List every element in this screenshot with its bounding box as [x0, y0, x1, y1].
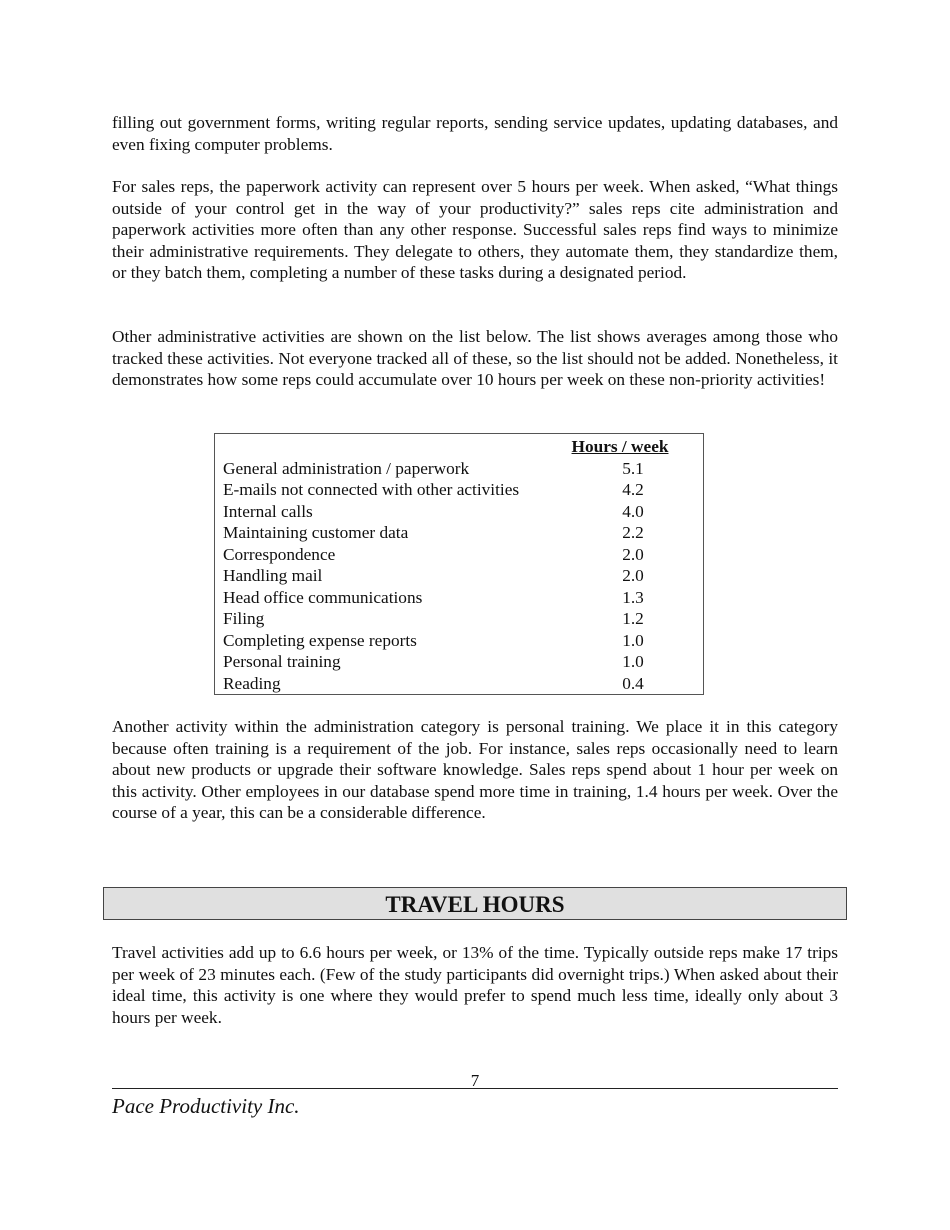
row-value: 0.4 [622, 673, 644, 693]
row-label: Personal training [223, 652, 341, 671]
paragraph-personal-training: Another activity within the administration category is personal training. We place it in this category because often training is a requirement of the job. For instance, sales reps occasionally need to learn about new products or upgrade their software knowledge. Sales reps spend about 1 hour per week on this activity. Other employees in our database spend more time in training, 1.4 hours per week. Over the course of a year, this can be a considerable difference. [112, 717, 838, 822]
row-label: Internal calls [223, 501, 313, 521]
footer-company-name: Pace Productivity Inc. [112, 1094, 300, 1118]
table-row [223, 630, 693, 652]
paragraph-paperwork-hours: For sales reps, the paperwork activity can represent over 5 hours per week. When asked, “What things outside of your control get in the way of your productivity?” sales reps cite administration and paperwork activities more often than any other response. Successful sales reps find ways to minimize their administrative requirements. They delegate to others, they automate them, they standardize them, or they batch them, completing a number of these tasks during a designated period. [112, 177, 838, 282]
table-row [223, 608, 693, 630]
section-heading-travel-hours: TRAVEL HOURS [103, 887, 847, 920]
row-label: Correspondence [223, 544, 336, 564]
row-value: 5.1 [622, 458, 644, 478]
table-row [223, 522, 693, 544]
row-label: Maintaining customer data [223, 523, 409, 542]
row-value: 2.0 [622, 544, 644, 564]
row-value: 1.2 [622, 609, 644, 628]
table-header-hours: Hours / week [571, 437, 669, 456]
table-row [223, 565, 693, 587]
row-value: 1.3 [622, 587, 644, 607]
row-label: Head office communications [223, 587, 423, 607]
row-label: Reading [223, 673, 281, 693]
row-value: 2.0 [622, 566, 644, 585]
row-label: Handling mail [223, 566, 323, 585]
paragraph-admin-activities: Other administrative activities are shown on the list below. The list shows averages among those who tracked these activities. Not everyone tracked all of these, so the list should not be added. Nonetheless, it demonstrates how some reps could accumulate over 10 hours per week on these non-priority activities! [112, 327, 838, 389]
table-row [223, 673, 693, 695]
row-label: Filing [223, 609, 265, 628]
row-value: 1.0 [622, 630, 644, 650]
row-value: 4.0 [622, 501, 644, 521]
paragraph-paperwork-intro: filling out government forms, writing regular reports, sending service updates, updating databases, and even fixing computer problems. [112, 113, 838, 154]
table-row [223, 479, 693, 501]
row-label: E-mails not connected with other activities [223, 480, 520, 499]
page-number: 7 [470, 1071, 480, 1090]
row-label: General administration / paperwork [223, 458, 470, 478]
row-value: 4.2 [622, 480, 644, 499]
row-value: 2.2 [622, 523, 644, 542]
table-row [223, 501, 693, 523]
table-row [223, 544, 693, 566]
table-row [223, 458, 693, 480]
row-label: Completing expense reports [223, 630, 417, 650]
admin-hours-table [214, 433, 704, 695]
table-row [223, 587, 693, 609]
row-value: 1.0 [622, 652, 644, 671]
table-row [223, 651, 693, 673]
paragraph-travel: Travel activities add up to 6.6 hours per week, or 13% of the time. Typically outside reps make 17 trips per week of 23 minutes each. (Few of the study participants did overnight trips.) When asked about their ideal time, this activity is one where they would prefer to spend much less time, ideally only about 3 hours per week. [112, 943, 838, 1027]
